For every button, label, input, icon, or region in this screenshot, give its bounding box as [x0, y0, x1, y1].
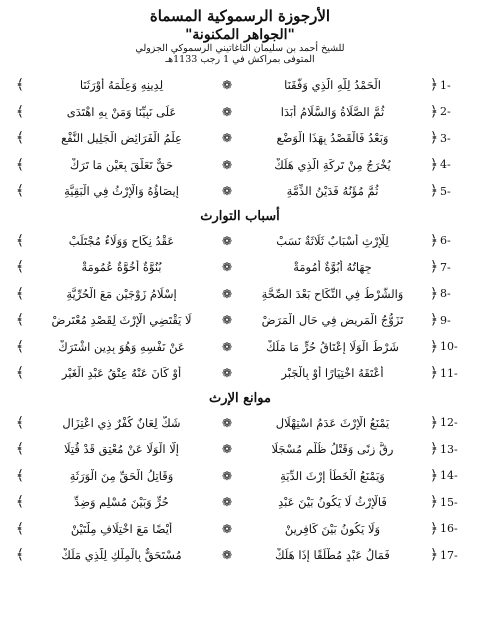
separator-ornament-icon: ❁ [221, 521, 233, 536]
open-bracket-ornament: ﴿ [429, 441, 439, 458]
separator-ornament-icon: ❁ [221, 78, 233, 93]
verse-line [14, 436, 466, 463]
open-bracket-ornament: ﴿ [429, 494, 439, 511]
open-bracket-ornament: ﴿ [429, 183, 439, 200]
open-bracket-ornament: ﴿ [429, 365, 439, 382]
verse-line [14, 152, 466, 179]
close-bracket-ornament: ﴾ [15, 130, 25, 147]
close-bracket-ornament: ﴾ [15, 259, 25, 276]
close-bracket-ornament: ﴾ [15, 156, 25, 173]
close-bracket-ornament: ﴾ [15, 441, 25, 458]
close-bracket-ornament: ﴾ [15, 77, 25, 94]
verse-number: 10- [440, 340, 458, 354]
second-hemistich: حَقٌّ تَعَلَّقَ بِعَيْنِ مَا تَرَكْ [69, 157, 174, 172]
second-hemistich: بُنُوَّةٌ أُخُوَّةٌ عُمُومَةْ [81, 260, 162, 275]
second-hemistich: لَا يَقْتَضِي الْإِرْثَ لِقَصْدِ مُعْتَرِضْ [51, 313, 192, 328]
verse-number: 13- [440, 442, 458, 456]
second-hemistich: أَيْضًا مَعَ اخْتِلَافِ مِلَّتَيْنْ [70, 521, 173, 536]
second-hemistich: مُسْتَحَقٌّ بِالْمِلْكِ لِلَّذِي مَلَكْ [61, 548, 182, 563]
separator-ornament-icon: ❁ [221, 313, 233, 328]
verse-number: 7- [440, 260, 451, 274]
verse-number: 15- [440, 495, 458, 509]
separator-ornament-icon: ❁ [221, 442, 233, 457]
verse-number: 14- [440, 469, 458, 483]
open-bracket-ornament: ﴿ [429, 130, 439, 147]
verse-number: 9- [440, 313, 451, 327]
first-hemistich: الْحَمْدُ لِلَّهِ الَّذِي وَفَّقَنَا [284, 78, 381, 93]
close-bracket-ornament: ﴾ [15, 285, 25, 302]
verse-line [14, 228, 466, 255]
verse-line [14, 410, 466, 437]
poem-subtitle: "الجواهر المكنونة" [185, 27, 295, 44]
first-hemistich: يَمْنَعُ الْإِرْثَ عَدَمُ اسْتِهْلَالِ [275, 415, 390, 430]
first-hemistich: وَلَا يَكُونُ بَيْنَ كَافِرِينْ [284, 521, 381, 536]
verse-number: 5- [440, 184, 451, 198]
first-hemistich: جِهَاتُهُ أُبُوَّةٌ أُمُومَةْ [293, 260, 372, 275]
separator-ornament-icon: ❁ [221, 339, 233, 354]
separator-ornament-icon: ❁ [221, 548, 233, 563]
first-hemistich: وَالشَّرْطُ فِي النِّكَاحِ بَعْدَ الصِّحَّةِ [261, 286, 404, 301]
second-hemistich: لِدِينِهِ وَعِلْمَهُ أَوْرَثَنَا [79, 78, 164, 93]
open-bracket-ornament: ﴿ [429, 77, 439, 94]
second-hemistich: إِلَّا الْوَلَا عَنْ مُعْتِقٍ قَدْ قُتِلَا [64, 442, 179, 457]
verse-number: 12- [440, 416, 458, 430]
separator-ornament-icon: ❁ [221, 184, 233, 199]
verse-line [14, 489, 466, 516]
verse-number: 8- [440, 287, 451, 301]
section-title: أسباب التوارث [200, 208, 280, 224]
first-hemistich: أَعْتَقَهُ اخْتِيَارًا أَوْ بِالْجَبْرِ [281, 366, 384, 381]
second-hemistich: شَكٌّ لِعَانٌ كُفْرٌ ذِي اعْتِزَالِ [62, 415, 181, 430]
close-bracket-ornament: ﴾ [15, 183, 25, 200]
verse-line [14, 516, 466, 543]
close-bracket-ornament: ﴾ [15, 312, 25, 329]
first-hemistich: تَزَوُّجُ الْمَرِيضِ فِي حَالِ الْمَرَضْ [261, 313, 404, 328]
close-bracket-ornament: ﴾ [15, 365, 25, 382]
separator-ornament-icon: ❁ [221, 366, 233, 381]
verse-number: 4- [440, 158, 451, 172]
poem-author: للشيخ أحمد بن سليمان التاغاتيني الرسموكي الجزولي [135, 43, 345, 55]
second-hemistich: وَقَاتِلُ الْحَقِّ مِنَ الْوَرَثَةِ [69, 468, 174, 483]
verse-line [14, 72, 466, 99]
separator-ornament-icon: ❁ [221, 104, 233, 119]
first-hemistich: ثُمَّ الصَّلَاةُ وَالسَّلَامُ أَبَدَا [280, 104, 385, 119]
second-hemistich: عِلْمُ الْفَرَائِضِ الْجَلِيلِ النَّفْعِ [61, 131, 182, 146]
verse-number: 16- [440, 522, 458, 536]
separator-ornament-icon: ❁ [221, 233, 233, 248]
close-bracket-ornament: ﴾ [15, 547, 25, 564]
first-hemistich: ثُمَّ مُؤَنُهُ فَدَيْنُ الذِّمَّةِ [286, 184, 379, 199]
poem-body [14, 72, 466, 569]
document-header [14, 8, 466, 66]
close-bracket-ornament: ﴾ [15, 232, 25, 249]
second-hemistich: إِسْلَامُ زَوْجَيْنِ مَعَ الْحُرِّيَّةِ [66, 286, 177, 301]
second-hemistich: عَنْ نَفْسِهِ وَهُوَ بِدِينٍ اشْتَرَكْ [58, 339, 185, 354]
first-hemistich: وَبَعْدُ فَالْقَصْدُ بِهَذَا الْوَضْعِ [276, 131, 389, 146]
separator-ornament-icon: ❁ [221, 286, 233, 301]
verse-line [14, 307, 466, 334]
open-bracket-ornament: ﴿ [429, 467, 439, 484]
second-hemistich: عَقْدُ نِكَاحٍ وَوَلَاءٌ مُجْتَلَبْ [68, 233, 175, 248]
second-hemistich: عَلَى نَبِيِّنَا وَمَنْ بِهِ اهْتَدَى [66, 104, 177, 119]
verse-number: 6- [440, 234, 451, 248]
separator-ornament-icon: ❁ [221, 415, 233, 430]
verse-line [14, 463, 466, 490]
first-hemistich: يُخْرَجُ مِنْ تَرِكَةِ الَّذِي هَلَكْ [274, 157, 391, 172]
verse-number: 1- [440, 78, 451, 92]
open-bracket-ornament: ﴿ [429, 547, 439, 564]
separator-ornament-icon: ❁ [221, 260, 233, 275]
open-bracket-ornament: ﴿ [429, 312, 439, 329]
section-title: موانع الإرث [209, 390, 271, 406]
verse-line [14, 542, 466, 569]
verse-line [14, 360, 466, 387]
verse-number: 2- [440, 105, 451, 119]
open-bracket-ornament: ﴿ [429, 232, 439, 249]
open-bracket-ornament: ﴿ [429, 103, 439, 120]
close-bracket-ornament: ﴾ [15, 520, 25, 537]
separator-ornament-icon: ❁ [221, 157, 233, 172]
close-bracket-ornament: ﴾ [15, 414, 25, 431]
verse-line [14, 125, 466, 152]
first-hemistich: شَرْطُ الْوَلَا إِعْتَاقُ حُرٍّ مَا مَلَكْ [266, 339, 399, 354]
verse-number: 11- [440, 366, 458, 380]
first-hemistich: فَمَالُ عَبْدٍ مُطْلَقًا إِذَا هَلَكْ [275, 548, 390, 563]
verse-line [14, 178, 466, 205]
second-hemistich: أَوْ كَانَ عَنْهُ عِتْقُ عَبْدِ الْغَيْرِ [61, 366, 182, 381]
close-bracket-ornament: ﴾ [15, 467, 25, 484]
separator-ornament-icon: ❁ [221, 468, 233, 483]
close-bracket-ornament: ﴾ [15, 103, 25, 120]
verse-number: 3- [440, 131, 451, 145]
first-hemistich: رِقٌّ زِنًى وَقَتْلُ ظُلْمٍ مُسْجَلَا [271, 442, 394, 457]
first-hemistich: وَيَمْنَعُ الْخَطَأُ إِرْثَ الدِّيَةِ [280, 468, 385, 483]
separator-ornament-icon: ❁ [221, 495, 233, 510]
verse-line [14, 99, 466, 126]
open-bracket-ornament: ﴿ [429, 338, 439, 355]
first-hemistich: لِلْإِرْثِ أَسْبَابٌ ثَلَاثَةٌ نَسَبْ [276, 233, 389, 248]
verse-line [14, 254, 466, 281]
first-hemistich: فَالْإِرْثُ لَا يَكُونُ بَيْنَ عَبْدِ [278, 495, 387, 510]
verse-line [14, 281, 466, 308]
open-bracket-ornament: ﴿ [429, 520, 439, 537]
second-hemistich: حُرٍّ وَبَيْنَ مُسْلِمٍ وَضِدِّ [74, 495, 169, 510]
second-hemistich: إِيصَاؤُهُ وَالْإِرْثُ فِي الْبَقِيَّةِ [64, 184, 179, 199]
open-bracket-ornament: ﴿ [429, 414, 439, 431]
verse-number: 17- [440, 548, 458, 562]
open-bracket-ornament: ﴿ [429, 156, 439, 173]
separator-ornament-icon: ❁ [221, 131, 233, 146]
close-bracket-ornament: ﴾ [15, 494, 25, 511]
author-death-date: المتوفى بمراكش في 1 رجب 1133هـ [165, 54, 315, 66]
poem-title: الأرجوزة الرسموكية المسماة [149, 7, 331, 25]
verse-line [14, 334, 466, 361]
open-bracket-ornament: ﴿ [429, 285, 439, 302]
close-bracket-ornament: ﴾ [15, 338, 25, 355]
open-bracket-ornament: ﴿ [429, 259, 439, 276]
